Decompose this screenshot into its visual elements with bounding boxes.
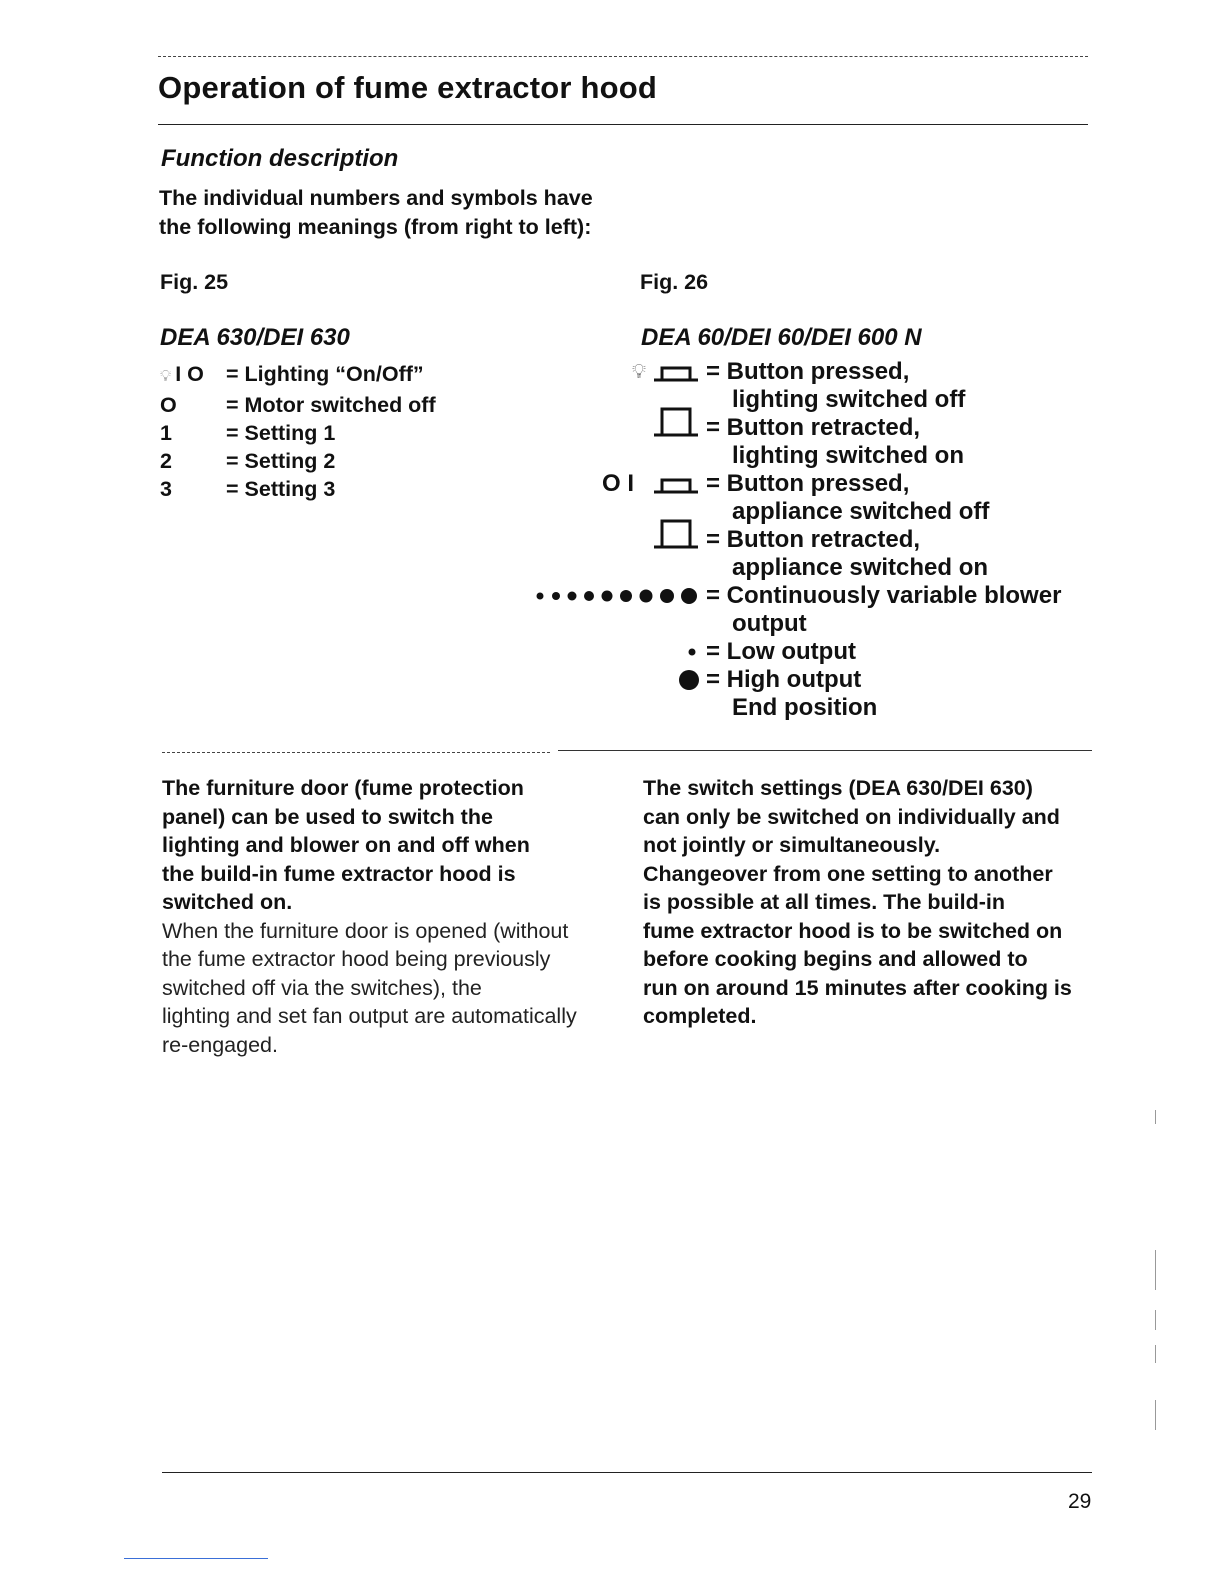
legend-row	[530, 470, 1100, 498]
scan-mark	[1155, 1400, 1156, 1430]
scan-mark	[1155, 1345, 1156, 1363]
switch-prefix: O I	[601, 470, 634, 497]
button-pressed-icon	[652, 474, 700, 494]
paragraph-line: When the furniture door is opened (without	[162, 918, 569, 943]
legend-row	[530, 358, 1100, 386]
button-retracted-icon	[652, 517, 700, 549]
paragraph-line: fume extractor hood is to be switched on	[643, 918, 1063, 943]
legend-desc: = Button retracted,	[706, 526, 921, 553]
paragraph-line: panel) can be used to switch the	[162, 804, 493, 829]
paragraph-line: not jointly or simultaneously.	[643, 833, 941, 857]
top-rule	[158, 56, 1088, 57]
divider-right	[558, 750, 1092, 751]
legend-row	[160, 419, 436, 447]
low-output-dot-icon	[684, 644, 700, 660]
page-title: Operation of fume extractor hood	[158, 70, 657, 105]
legend-row	[160, 360, 436, 391]
legend-row	[530, 638, 1100, 666]
paragraph-line: is possible at all times. The build-in	[643, 890, 1005, 914]
paragraph-line: run on around 15 minutes after cooking is	[643, 975, 1072, 1000]
lamp-icon: 💡︎	[160, 368, 172, 385]
paragraph-line: can only be switched on individually and	[643, 804, 1060, 829]
paragraph-line: The furniture door (fume protection	[162, 776, 524, 800]
fig26-legend	[530, 358, 1100, 722]
paragraph-line: Changeover from one setting to another	[643, 861, 1053, 886]
fig25-label: Fig. 25	[160, 270, 229, 294]
legend-desc: = Motor switched off	[226, 393, 436, 417]
paragraph-line: completed.	[643, 1004, 757, 1028]
lamp-icon: 💡︎	[632, 361, 646, 383]
paragraph-line: The switch settings (DEA 630/DEI 630)	[643, 776, 1033, 800]
fig25-legend	[160, 360, 436, 503]
legend-continuation: lighting switched on	[732, 442, 964, 469]
legend-continuation: lighting switched off	[732, 386, 966, 413]
legend-desc: = Low output	[706, 638, 856, 665]
fig26-model: DEA 60/DEI 60/DEI 600 N	[641, 324, 922, 351]
scan-mark	[1155, 1310, 1156, 1330]
legend-row	[530, 582, 1100, 610]
high-output-dot-icon	[678, 669, 700, 691]
divider-left	[162, 752, 550, 753]
legend-row	[160, 391, 436, 419]
legend-row	[530, 414, 1100, 442]
legend-continuation: appliance switched on	[732, 554, 989, 581]
left-column	[162, 774, 632, 1059]
fig25-model: DEA 630/DEI 630	[160, 324, 350, 351]
legend-symbol: O	[160, 393, 177, 417]
legend-symbol: 3	[160, 477, 172, 501]
legend-desc: = Continuously variable blower	[706, 582, 1062, 609]
paragraph-line: lighting and set fan output are automatically	[162, 1004, 577, 1028]
scan-mark	[1155, 1250, 1156, 1290]
intro-line: the following meanings (from right to left):	[159, 215, 592, 239]
legend-row	[530, 526, 1100, 554]
right-column	[643, 774, 1113, 1031]
paragraph-line: before cooking begins and allowed to	[643, 947, 1028, 971]
title-rule	[158, 124, 1088, 125]
legend-continuation: appliance switched off	[732, 498, 990, 525]
legend-continuation: End position	[732, 694, 878, 721]
legend-row	[160, 447, 436, 475]
legend-desc: = Button retracted,	[706, 414, 921, 441]
section-subtitle: Function description	[161, 145, 399, 172]
button-pressed-icon	[652, 362, 700, 382]
legend-desc: = Button pressed,	[706, 470, 910, 497]
scan-blue-line	[124, 1558, 268, 1559]
paragraph-line: the fume extractor hood being previously	[162, 947, 551, 971]
intro-text	[159, 184, 593, 242]
footer-rule	[162, 1472, 1092, 1473]
legend-desc: = Setting 2	[226, 449, 336, 473]
button-retracted-icon	[652, 405, 700, 437]
legend-desc: = High output	[706, 666, 862, 693]
paragraph-line: switched off via the switches), the	[162, 975, 482, 1000]
blower-scale-icon	[534, 586, 700, 606]
intro-line: The individual numbers and symbols have	[159, 186, 593, 210]
legend-desc: = Button pressed,	[706, 358, 910, 385]
paragraph-line: re-engaged.	[162, 1032, 278, 1057]
scan-mark	[1155, 1110, 1156, 1124]
legend-row	[160, 475, 436, 503]
paragraph-line: the build-in fume extractor hood is	[162, 861, 516, 886]
legend-symbol: I O	[175, 362, 204, 386]
legend-desc: = Lighting “On/Off”	[226, 362, 424, 386]
fig26-label: Fig. 26	[640, 270, 709, 294]
legend-desc: = Setting 1	[226, 421, 336, 445]
legend-row	[530, 666, 1100, 694]
page-number: 29	[1068, 1490, 1092, 1513]
legend-symbol: 1	[160, 421, 172, 445]
paragraph-line: switched on.	[162, 890, 293, 914]
paragraph-line: lighting and blower on and off when	[162, 833, 530, 857]
legend-continuation: output	[732, 610, 807, 637]
legend-desc: = Setting 3	[226, 477, 336, 501]
legend-symbol: 2	[160, 449, 172, 473]
